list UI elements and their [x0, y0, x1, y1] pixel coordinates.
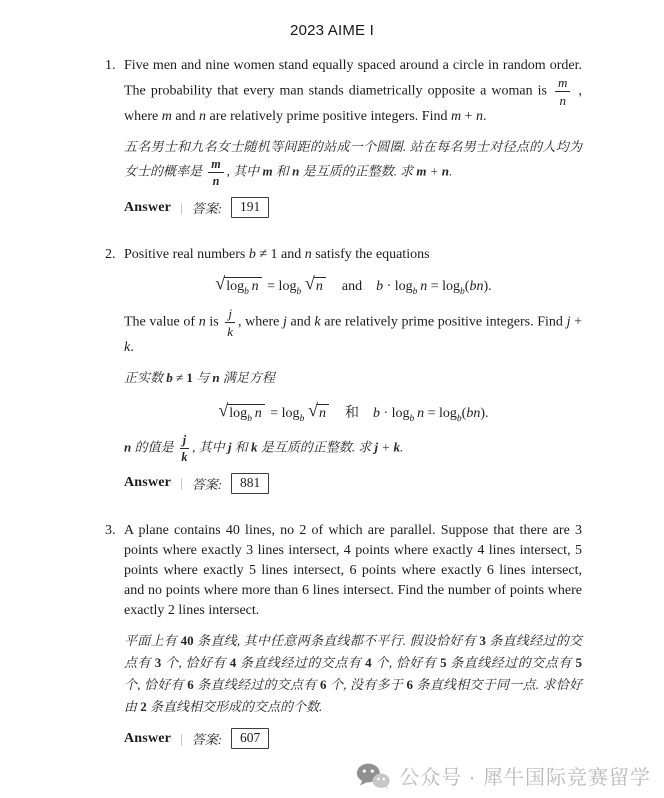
answer-label-zh: 答案: — [191, 732, 223, 748]
problem-2-intro-zh: 正实数 b ≠ 1 与 n 满足方程 — [124, 370, 275, 386]
problem-1-number: 1. — [105, 58, 116, 73]
problem-3-text-zh: 平面上有 40 条直线, 其中任意两条直线都不平行. 假设恰好有 3 条直线经过的交点有 3 个, 恰好有 4 条直线经过的交点有 4 个, 恰好有 5 条直线经过的交点有 5 个, 恰好有 6 条直线经过的交点有 6 个, 没有多于 6 条直线相交于同一点. 求恰好由 2 条直线相交形成的交点的个数. — [124, 632, 582, 715]
radical-sign: √ — [215, 273, 226, 294]
sqrt-n: √ n — [305, 277, 326, 295]
problem-2-equation-zh: √ $\log_b n$ = $\log_b$ √ n 和 $b \cdot \log_b n = \log_b(bn)$. — [218, 399, 489, 424]
wechat-icon — [356, 762, 390, 790]
answer-label-en: Answer — [124, 730, 172, 746]
watermark-text: 公众号 · 犀牛国际竞赛留学 — [399, 767, 651, 789]
answer-separator: | — [180, 730, 183, 746]
fraction-j-k: $\frac{j}{k}$ — [181, 432, 188, 464]
problem-3 — [105, 521, 582, 776]
sqrt-n: √ n — [308, 404, 329, 422]
radical-sign: √ — [308, 399, 318, 420]
radical-sign: √ — [218, 399, 229, 420]
problem-3-number: 3. — [105, 522, 116, 538]
problem-3-answer-value: 607 — [231, 728, 269, 749]
answer-label-zh: 答案: — [191, 476, 223, 492]
problem-2-text-en: The value of n is $\frac{j}{k}$ , where j and k are relatively prime positive integers. Find j + k. — [124, 306, 582, 356]
problem-2 — [105, 245, 582, 520]
answer-separator: | — [180, 199, 183, 215]
fraction-m-n: $\frac{m}{n}$ — [555, 76, 570, 107]
answer-label-zh: 答案: — [191, 201, 223, 217]
problem-1-text-en: Five men and nine women stand equally spaced around a circle in random order. The probability that every man stands diametrically opposite a woman is $\frac{m}{n}$ , where m and n are relatively prime positive integers. Find m + n. — [124, 58, 583, 125]
watermark — [356, 761, 651, 790]
sqrt-log-b-n: √ $\log_b n$ — [215, 277, 261, 295]
problem-2-equation-en: √ $\log_b n$ = $\log_b$ √ n and $b \cdot \log_b n = \log_b(bn)$. — [215, 273, 492, 298]
problem-1 — [105, 56, 582, 245]
fraction-j-k: $\frac{j}{k}$ — [227, 306, 234, 340]
problem-2-text-zh: n 的值是 $\frac{j}{k}$ , 其中 j 和 k 是互质的正整数. 求 j + k. — [124, 432, 404, 464]
problem-2-answer-row — [124, 473, 582, 494]
answer-label-en: Answer — [124, 475, 172, 491]
answer-label-en: Answer — [124, 199, 172, 215]
answer-separator: | — [180, 475, 183, 491]
radical-sign: √ — [305, 273, 315, 294]
problem-3-answer-row — [124, 728, 582, 749]
problem-2-answer-value: 881 — [231, 473, 269, 494]
sqrt-log-b-n: √ $\log_b n$ — [218, 404, 264, 422]
problem-3-text-en: A plane contains 40 lines, no 2 of which are parallel. Suppose that there are 3 points where exactly 3 lines intersect, 4 points where exactly 4 lines intersect, 5 points where exactly 5 lines intersect, 6 points where exactly 6 lines intersect, and no points where more than 6 lines intersect. Find the number of points where exactly 2 lines intersect. — [124, 522, 582, 618]
problem-1-answer-value: 191 — [231, 197, 269, 218]
fraction-m-n: $\frac{m}{n}$ — [208, 158, 223, 187]
problem-2-number: 2. — [105, 247, 116, 263]
problem-1-answer-row — [124, 197, 582, 218]
page-title: 2023 AIME I — [290, 22, 374, 39]
problem-2-intro-en: Positive real numbers b ≠ 1 and n satisfy the equations — [124, 247, 430, 263]
problem-1-text-zh: 五名男士和九名女士随机等间距的站成一个圆圈. 站在每名男士对径点的人均为女士的概率是 $\frac{m}{n}$ , 其中 m 和 n 是互质的正整数. 求 m + n. — [124, 139, 582, 189]
